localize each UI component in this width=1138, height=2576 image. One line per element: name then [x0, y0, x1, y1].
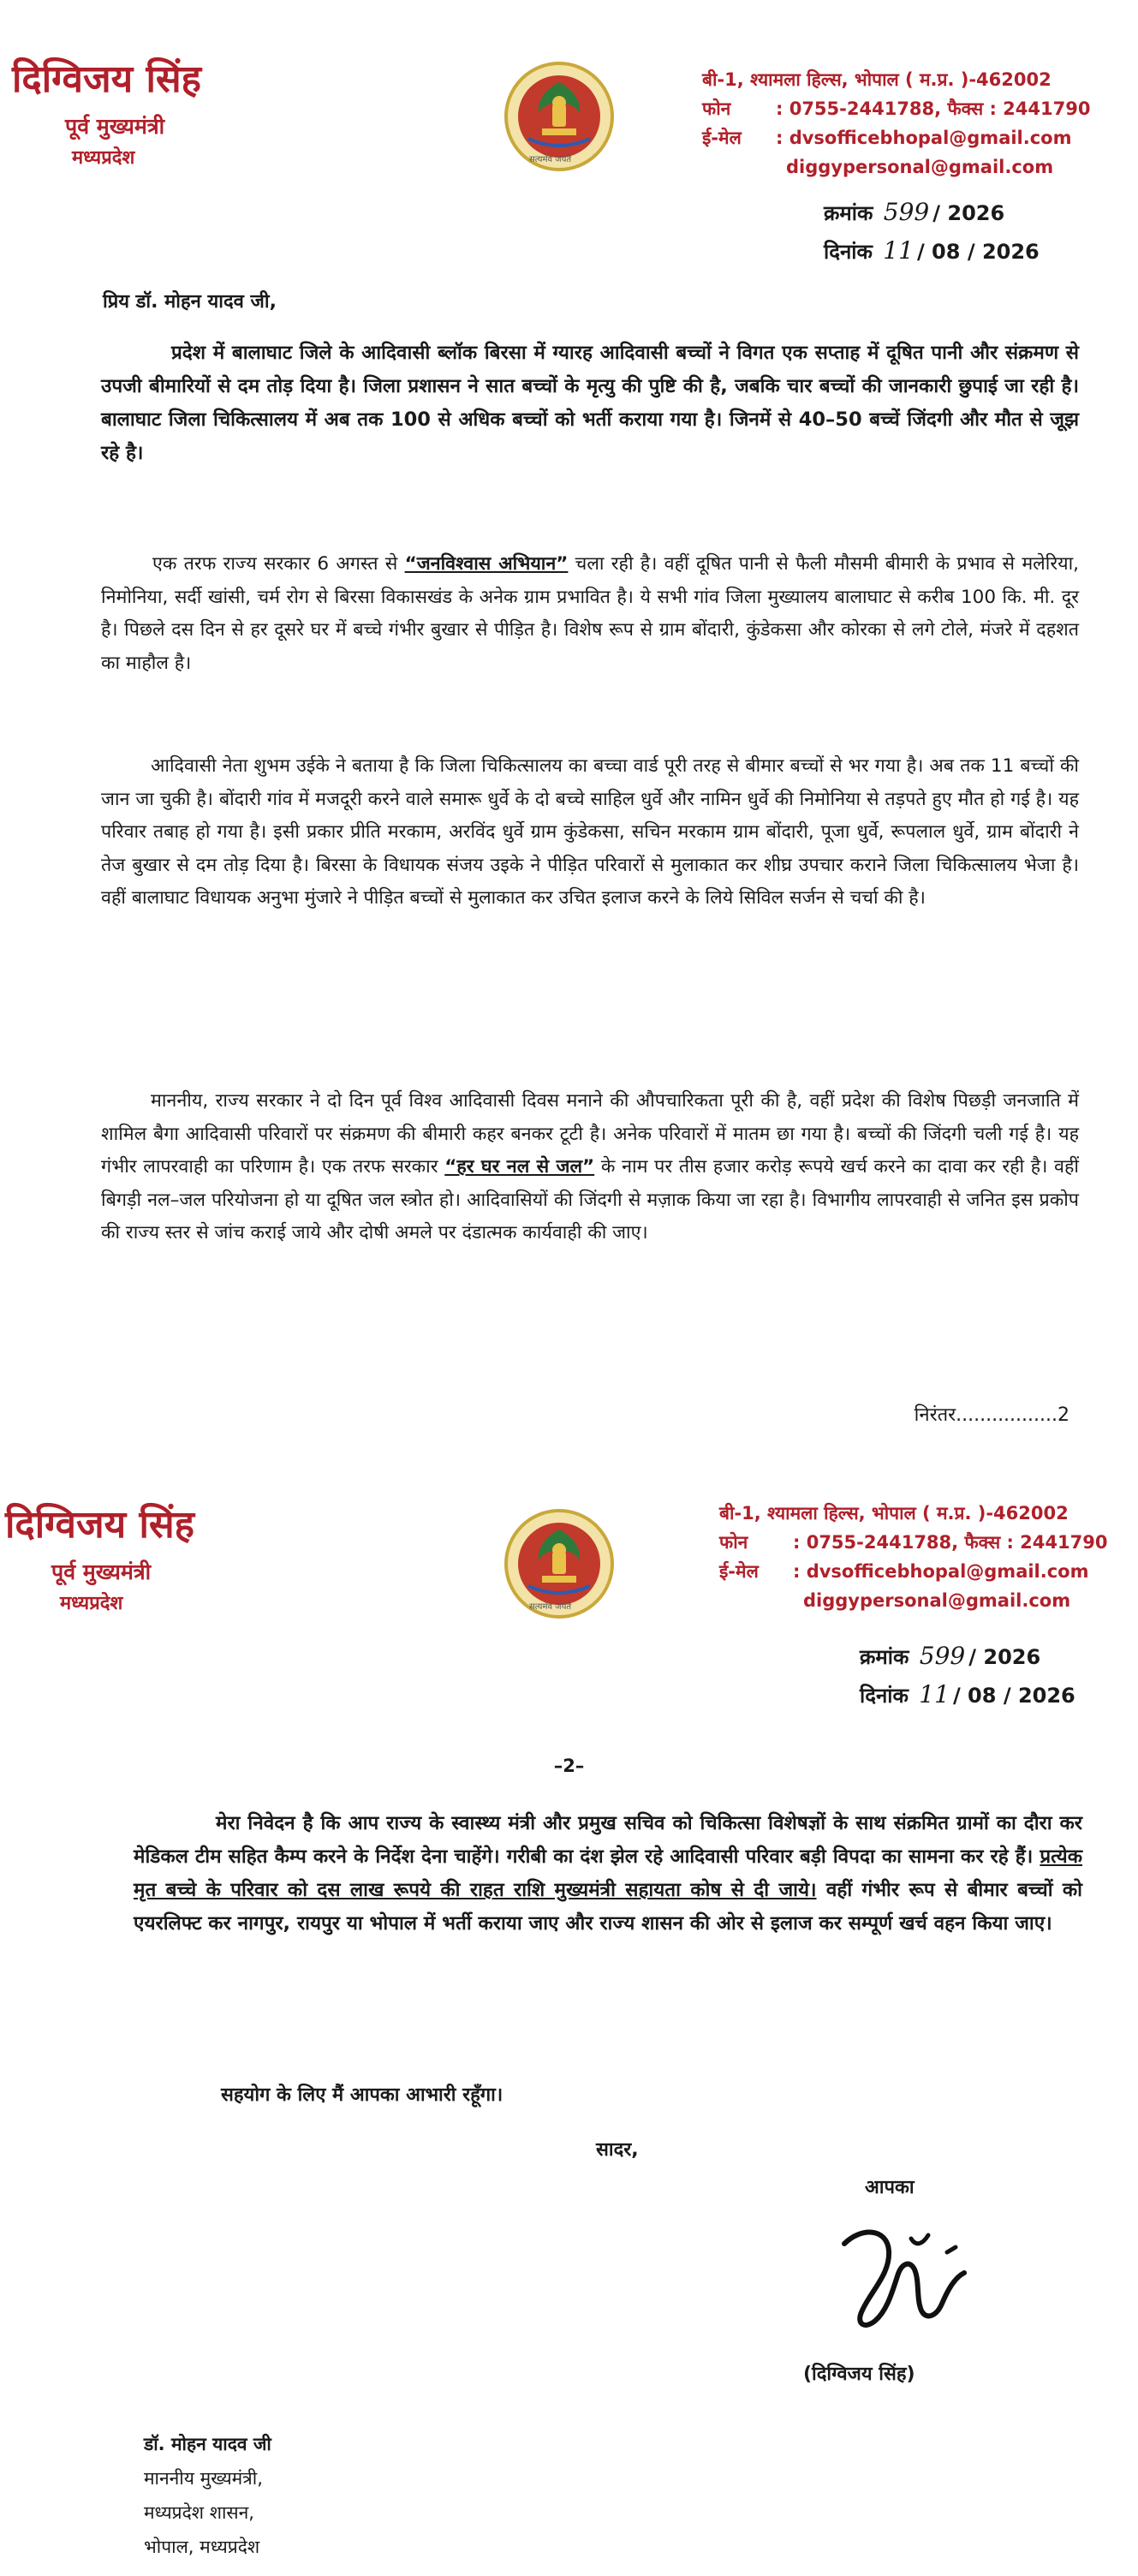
reference-block	[824, 194, 1040, 271]
address-line: बी-1, श्यामला हिल्स, भोपाल ( म.प्र. )-462002	[702, 69, 1052, 90]
relief-demand: प्रत्येक मृत बच्चे के परिवार को दस लाख रूपये की राहत राशि मुख्यमंत्री सहायता कोष से दी जाये।	[134, 1846, 1082, 1901]
reference-date	[860, 1676, 1075, 1714]
letterhead-contact-block	[719, 1499, 1107, 1615]
emblem-motto: सत्यमेव जयते	[529, 155, 572, 164]
email-value-2: diggypersonal@gmail.com	[786, 157, 1054, 177]
email-label: ई-मेल	[702, 128, 742, 148]
addressee-designation: माननीय मुख्यमंत्री,	[144, 2468, 263, 2489]
email-value-1: : dvsofficebhopal@gmail.com	[776, 128, 1072, 148]
address-line: बी-1, श्यामला हिल्स, भोपाल ( म.प्र. )-462002	[719, 1503, 1069, 1524]
reference-number	[860, 1637, 1075, 1676]
letterhead-state: मध्यप्रदेश	[60, 1592, 123, 1614]
continued-marker: निरंतर.................2	[914, 1404, 1069, 1426]
aapka-line: आपका	[865, 2177, 915, 2198]
date-day-handwritten: 11	[919, 1680, 950, 1708]
date-label: दिनांक	[860, 1684, 909, 1708]
letter-page-2	[0, 1447, 1138, 2576]
reference-number-label: क्रमांक	[824, 201, 873, 225]
letterhead-title: पूर्व मुख्यमंत्री	[51, 1559, 152, 1584]
date-year: / 2026	[967, 240, 1040, 264]
phone-value: : 0755-2441788, फैक्स : 2441790	[793, 1532, 1108, 1553]
paragraph-2: एक तरफ राज्य सरकार 6 अगस्त से “जनविश्वास अभियान” चला रही है। वहीं दूषित पानी से फैली मौसमी बीमारी के प्रभाव से मलेरिया, निमोनिया, सर्दी खांसी, चर्म रोग से बिरसा विकासखंड के अनेक ग्राम प्रभावित है। ये सभी गांव जिला मुख्यालय बालाघाट से करीब 100 कि. मी. दूर है। पिछले दस दिन से हर दूसरे घर में बच्चे गंभीर बुखार से पीड़ित है। विशेष रूप से ग्राम बोंदारी, कुंडेकसा और कोरका से लगे टोले, मंजरे में दहशत का माहौल है।	[101, 553, 1079, 674]
page-number: –2–	[553, 1756, 585, 1776]
reference-date	[824, 232, 1040, 271]
date-year: / 2026	[1003, 1684, 1075, 1708]
addressee-block	[144, 2427, 271, 2564]
campaign-name: “जनविश्वास अभियान”	[404, 553, 569, 575]
email-value-2: diggypersonal@gmail.com	[803, 1590, 1071, 1611]
reference-number-year: / 2026	[932, 201, 1005, 225]
sadar-line: सादर,	[596, 2139, 639, 2161]
emblem-motto: सत्यमेव जयते	[529, 1602, 572, 1612]
date-month: / 08	[952, 1684, 997, 1708]
phone-label: फोन	[702, 98, 731, 119]
reference-number	[824, 194, 1040, 232]
addressee-location: भोपाल, मध्यप्रदेश	[144, 2537, 260, 2557]
salutation: प्रिय डॉ. मोहन यादव जी,	[103, 291, 277, 313]
date-day-handwritten: 11	[883, 236, 914, 265]
addressee-name: डॉ. मोहन यादव जी	[144, 2434, 271, 2454]
reference-number-year: / 2026	[968, 1645, 1041, 1669]
addressee-government: मध्यप्रदेश शासन,	[144, 2502, 254, 2523]
email-label: ई-मेल	[719, 1561, 759, 1582]
reference-block	[860, 1637, 1075, 1714]
email-value-1: : dvsofficebhopal@gmail.com	[793, 1561, 1089, 1582]
reference-number-handwritten: 599	[919, 1642, 966, 1670]
paragraph-request: मेरा निवेदन है कि आप राज्य के स्वास्थ्य मंत्री और प्रमुख सचिव को चिकित्सा विशेषज्ञों के साथ संक्रमित ग्रामों का दौरा कर मेडिकल टीम सहित कैम्प करने के निर्देश देना चाहेंगे। गरीबी का दंश झेल रहे आदिवासी परिवार बड़ी विपदा का सामना कर रहे हैं। प्रत्येक मृत बच्चे के परिवार को दस लाख रूपये की राहत राशि मुख्यमंत्री सहायता कोष से दी जाये। वहीं गंभीर रूप से बीमार बच्चों को एयरलिफ्ट कर नागपुर, रायपुर या भोपाल में भर्ती कराया जाए और राज्य शासन की ओर से इलाज कर सम्पूर्ण खर्च वहन किया जाए।	[134, 1812, 1082, 1935]
letterhead-title: पूर्व मुख्यमंत्री	[65, 114, 165, 139]
letterhead-name: दिग्विजय सिंह	[12, 57, 201, 101]
date-label: दिनांक	[824, 240, 873, 264]
reference-number-handwritten: 599	[883, 198, 930, 226]
letterhead-name: दिग्विजय सिंह	[5, 1503, 194, 1547]
letterhead-contact-block	[702, 65, 1090, 182]
date-month: / 08	[916, 240, 961, 264]
paragraph-4: माननीय, राज्य सरकार ने दो दिन पूर्व विश्व आदिवासी दिवस मनाने की औपचारिकता पूरी की है, वहीं प्रदेश की विशेष पिछड़ी जनजाति में शामिल बैगा आदिवासी परिवारों पर संक्रमण की बीमारी कहर बनकर टूटी है। अनेक परिवारों में मातम छा गया है। बच्चों की जिंदगी चली गई है। यह गंभीर लापरवाही का परिणाम है। एक तरफ सरकार “हर घर नल से जल” के नाम पर तीस हजार करोड़ रूपये खर्च करने का दावा कर रही है। वहीं बिगड़ी नल–जल परियोजना हो या दूषित जल स्त्रोत हो। आदिवासियों की जिंदगी से मज़ाक किया जा रहा है। विभागीय लापरवाही से जनित इस प्रकोप की राज्य स्तर से जांच कराई जाये और दोषी अमले पर दंडात्मक कार्यवाही की जाए।	[101, 1090, 1079, 1243]
signature	[827, 2209, 981, 2346]
paragraph-1: प्रदेश में बालाघाट जिले के आदिवासी ब्लॉक बिरसा में ग्यारह आदिवासी बच्चों ने विगत एक सप्ताह में दूषित पानी और संक्रमण से उपजी बीमारियों से दम तोड़ दिया है। जिला प्रशासन ने सात बच्चों के मृत्यु की पुष्टि की है, जबकि चार बच्चों की जानकारी छुपाई जा रही है। बालाघाट जिला चिकित्सालय में अब तक 100 से अधिक बच्चों को भर्ती कराया गया है। जिनमें से 40–50 बच्चें जिंदगी और मौत से जूझ रहे है।	[101, 342, 1079, 464]
phone-label: फोन	[719, 1532, 748, 1553]
reference-number-label: क्रमांक	[860, 1645, 909, 1669]
signatory-name: (दिग्विजय सिंह)	[803, 2364, 915, 2385]
letterhead-state: मध्यप्रदेश	[72, 146, 135, 169]
phone-value: : 0755-2441788, फैक्स : 2441790	[776, 98, 1091, 119]
thanks-line: सहयोग के लिए मैं आपका आभारी रहूँगा।	[221, 2084, 503, 2106]
scheme-name: “हर घर नल से जल”	[444, 1156, 595, 1178]
paragraph-3: आदिवासी नेता शुभम उईके ने बताया है कि जिला चिकित्सालय का बच्चा वार्ड पूरी तरह से बीमार बच्चों से भर गया है। अब तक 11 बच्चों की जान जा चुकी है। बोंदारी गांव में मजदूरी करने वाले समारू धुर्वे के दो बच्चे साहिल धुर्वे और नामिन धुर्वे की निमोनिया से तड़पते हुए मौत हो गई है। यह परिवार तबाह हो गया है। इसी प्रकार प्रीति मरकाम, अरविंद धुर्वे ग्राम कुंडेकसा, सचिन मरकाम ग्राम बोंदारी, पूजा धुर्वे, रूपलाल धुर्वे, ग्राम बोंदारी ने तेज बुखार से दम तोड़ दिया है। बिरसा के विधायक संजय उइके ने पीड़ित परिवारों से मुलाकात कर शीघ्र उपचार कराने जिला चिकित्सालय भेजा है। वहीं बालाघाट विधायक अनुभा मुंजारे ने पीड़ित बच्चों से मुलाकात कर उचित इलाज करने के लिये सिविल सर्जन से चर्चा की है।	[101, 755, 1079, 909]
